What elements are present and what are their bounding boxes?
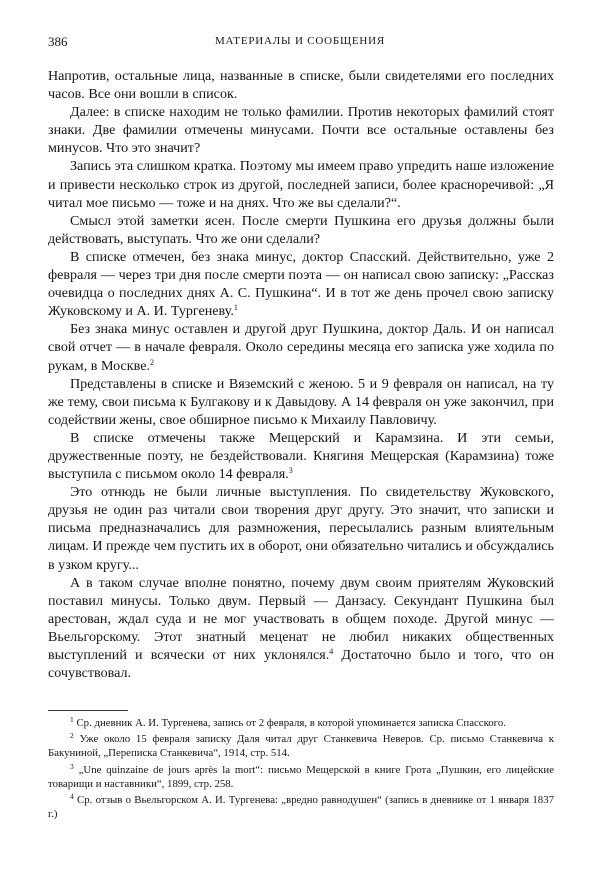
footnote: $^1$ Ср. дневник А. И. Тургенева, запись от 2 февраля, в которой упоминается записка Спасского. — [70, 715, 506, 729]
footnote-mark: 3 — [70, 761, 74, 771]
main-text — [48, 67, 554, 682]
footnote-ref: 2 — [149, 357, 154, 367]
footnote-mark: 1 — [70, 715, 74, 724]
paragraph: Напротив, остальные лица, названные в списке, были свидетелями его последних часов. Все они вошли в список. — [48, 68, 554, 103]
footnote-ref: 3 — [288, 466, 293, 476]
paragraph: А в таком случае вполне понятно, почему двум своим приятелям Жуковский поставил минусы. Только двум. Первый — Данзасу. Секундант Пушкина был арестован, ждал суда и не мог участвовать в общем походе. Другой минус — Вьельгорскому. Этот знатный меценат не любил никаких общественных выступлений и всячески от них уклонялся.$^4$ Достаточно было и того, что он сочувствовал. — [48, 574, 554, 682]
paragraph: В списке отмечен, без знака минус, доктор Спасский. Действительно, уже 2 февраля — через три дня после смерти поэта — он написал свою записку: „Рассказ очевидца о последних днях А. С. Пушкина“. И в тот же день прочел свою записку Жуковскому и А. И. Тургеневу.$^1$ — [48, 248, 554, 320]
footnote: $^2$ Уже около 15 февраля записку Даля читал друг Станкевича Неверов. Ср. письмо Станкевича к Бакуниной, „Переписка Станкевича“, 1914, стр. 514. — [48, 731, 554, 760]
footnote: $^4$ Ср. отзыв о Вьельгорском А. И. Тургенева: „вредно равнодушен“ (запись в дневнике от 1 января 1837 г.) — [48, 792, 555, 821]
paragraph: Представлены в списке и Вяземский с женою. 5 и 9 февраля он написал, на ту же тему, свои письма к Булгакову и к Давыдову. А 14 февраля он уже закончил, при содействии жены, свое обширное письмо к Михаилу Павловичу. — [48, 375, 554, 428]
page-number: 386 — [48, 34, 68, 49]
page-header — [48, 34, 552, 52]
footnotes — [48, 716, 554, 823]
footnote-mark: 2 — [70, 731, 74, 741]
paragraph: Смысл этой заметки ясен. После смерти Пушкина его друзья должны были действовать, выступать. Что же они сделали? — [48, 212, 554, 247]
paragraph: Без знака минус оставлен и другой друг Пушкина, доктор Даль. И он написал свой отчет — в начале февраля. Около середины месяца его записка уже ходила по рукам, в Москве.$^2$ — [48, 321, 554, 374]
paragraph: Далее: в списке находим не только фамилии. Против некоторых фамилий стоят знаки. Две фамилии отмечены минусами. Почти все остальные оставлены без минусов. Что это значит? — [48, 104, 554, 157]
paragraph: Это отнюдь не были личные выступления. По свидетельству Жуковского, друзья не один раз читали свои творения друг другу. Это значит, что записки и письма предназначались для размножения, пересылались разным влиятельным лицам. И прежде чем пустить их в оборот, они обязательно читались и обсуждались в узком кругу... — [48, 484, 554, 573]
running-title: МАТЕРИАЛЫ И СООБЩЕНИЯ — [214, 35, 386, 47]
footnote: $^3$ „Une quinzaine de jours après la mort“: письмо Мещерской в книге Грота „Пушкин, его лицейские товарищи и наставники“, 1899, стр. 258. — [48, 761, 554, 790]
footnote-ref: 1 — [233, 303, 238, 313]
paragraph: В списке отмечены также Мещерский и Карамзина. И эти семьи, дружественные поэту, не бездействовали. Княгиня Мещерская (Карамзина) тоже выступила с письмом около 14 февраля.$^3$ — [48, 429, 554, 483]
footnote-mark: 4 — [70, 792, 74, 802]
paragraph: Запись эта слишком кратка. Поэтому мы имеем право упредить наше изложение и привести несколько строк из другой, последней записи, более красноречивой: „Я читал мое письмо — тоже и на днях. Что же вы сделали?“. — [48, 158, 554, 211]
footnote-divider — [48, 710, 128, 711]
footnote-ref: 4 — [329, 647, 334, 656]
